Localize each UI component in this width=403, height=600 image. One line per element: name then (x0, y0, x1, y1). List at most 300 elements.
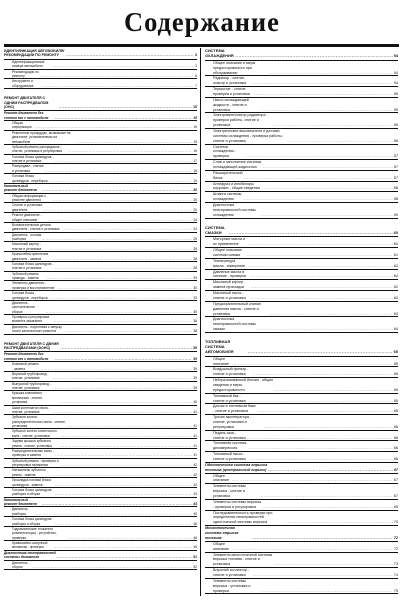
toc-entry[interactable] (4, 131, 197, 145)
leader-dots (40, 74, 194, 78)
toc-entry-title: Масляный картер - снятие и установка (12, 242, 42, 251)
toc-page-number: 38 (193, 319, 197, 324)
leader-dots (65, 329, 192, 333)
toc-entry-title: Общее описание (213, 541, 230, 551)
toc-entry[interactable] (205, 484, 398, 500)
toc-entry[interactable] (205, 98, 398, 114)
toc-page-number: 15 (193, 139, 197, 144)
toc-entry[interactable] (4, 233, 197, 243)
toc-entry[interactable] (4, 252, 197, 262)
toc-entry[interactable] (205, 431, 398, 442)
toc-page-number: 28 (193, 266, 197, 271)
leader-dots (42, 188, 192, 192)
leader-dots (246, 264, 392, 269)
toc-page-number: 62 (393, 295, 398, 300)
leader-dots (274, 562, 393, 567)
toc-page-number: 41 (193, 424, 197, 429)
toc-entry[interactable] (4, 164, 197, 174)
toc-section-heading[interactable] (4, 96, 197, 111)
toc-entry-title: Элементы системы впрыска - проверка и регулировка (213, 499, 262, 509)
leader-dots (261, 186, 393, 191)
toc-entry-title: Элементы двигателя - проверка и восстановление (12, 281, 55, 290)
toc-entry-title: Масляный насос - снятие и установка (213, 291, 246, 300)
toc-entry-title: Головка блока цилиндров - разборка и сборка (12, 517, 54, 526)
toc-entry-title: Тросик акселератора - снятие, установка и регулировка (213, 415, 252, 429)
toc-page-number: 75 (393, 588, 398, 593)
toc-entry-title: Зубчатый ремень - проверка и регулировка натяжения (12, 458, 59, 468)
toc-entry[interactable] (205, 317, 398, 333)
toc-entry-title: Задняя крышка зубчатого ремня - снятие, установка (12, 439, 52, 448)
toc-entry[interactable] (205, 129, 398, 145)
leader-dots (253, 372, 393, 377)
toc-entry-title: Общая информация о ремонте двигателя (12, 193, 46, 203)
leader-dots (232, 547, 393, 552)
toc-entry-title: Диагностика неисправностей системы охлаждения (213, 203, 257, 217)
toc-entry[interactable] (205, 441, 398, 452)
leader-dots (252, 536, 393, 541)
toc-page-number: 39 (193, 376, 197, 381)
leader-dots (247, 436, 393, 441)
toc-entry[interactable] (205, 302, 398, 318)
toc-page-number: 54 (393, 81, 398, 86)
section-gap (205, 333, 398, 338)
toc-page-number: 69 (393, 504, 398, 509)
toc-page-number: 67 (393, 494, 398, 499)
toc-page-number: 29 (193, 276, 197, 281)
leader-dots (40, 367, 193, 371)
leader-dots (55, 116, 192, 120)
toc-entry-title: Топливный бак - снятие и установка (213, 393, 246, 403)
toc-entry[interactable] (205, 511, 398, 527)
toc-page-number: 46 (193, 521, 197, 526)
leader-dots (41, 237, 192, 241)
toc-entry[interactable] (4, 372, 197, 382)
leader-dots (249, 446, 393, 451)
toc-entry[interactable] (4, 272, 197, 282)
toc-entry-title: Рекомендации по ремонту (12, 69, 39, 78)
toc-entry-title: Ремонт двигателя без снятия его с автомобиля (4, 352, 49, 361)
leader-dots (249, 399, 393, 404)
toc-entry-title: Нейтрализованный бензин - общие сведения и меры предосторожности (213, 378, 274, 392)
toc-entry[interactable] (4, 517, 197, 527)
toc-page-number: 15 (193, 115, 197, 120)
toc-page-number: 20 (193, 188, 197, 193)
toc-entry[interactable] (205, 452, 398, 463)
toc-entry-title: Расширительный бачок (213, 170, 243, 180)
toc-page-number: 66 (393, 435, 398, 440)
toc-page-number: 3 (195, 53, 197, 58)
toc-entry[interactable] (205, 113, 398, 129)
leader-dots (251, 285, 393, 290)
toc-page-number: 24 (193, 227, 197, 232)
toc-entry-title: Зубчатый ремень привода - замена (12, 271, 39, 281)
toc-entry-title: Одноточечная система впрыска топлива (центральный впрыск) (205, 462, 268, 472)
toc-entry-title: Педаль газа - снятие и установка (213, 430, 246, 440)
toc-entry-title: Топливная система - декомпрессия (213, 441, 249, 451)
leader-dots (259, 494, 393, 499)
toc-entry[interactable] (4, 79, 197, 89)
toc-entry-title: Впускной трубопровод - снятие, установка (12, 371, 49, 381)
toc-page-number: 40 (193, 400, 197, 405)
toc-entry-title: Элементы системы впрыска - снятие и установка (213, 484, 247, 499)
toc-page-number: 58 (393, 197, 398, 202)
toc-page-number: 39 (193, 356, 197, 361)
leader-dots (251, 274, 393, 279)
toc-section-heading[interactable] (205, 340, 398, 357)
toc-page-number: 17 (193, 159, 197, 164)
toc-entry[interactable] (205, 270, 398, 281)
toc-entry[interactable] (205, 500, 398, 511)
toc-subsection-heading[interactable] (205, 463, 398, 474)
toc-entry[interactable] (205, 182, 398, 193)
toc-entry-title: Общее описание (213, 356, 230, 366)
toc-section-heading[interactable] (205, 49, 398, 61)
leader-dots (52, 64, 194, 68)
toc-entry[interactable] (205, 404, 398, 415)
toc-page-number: 43 (193, 492, 197, 497)
toc-entry-title: Шкив коленчатого вала - снятие, установка (12, 405, 50, 414)
toc-entry[interactable] (205, 160, 398, 171)
toc-page-number: 54 (393, 52, 398, 58)
toc-entry-title: Идентификационные номера автомобиля (12, 59, 45, 69)
toc-page-number: 15 (193, 149, 197, 154)
toc-page-number: 28 (193, 246, 197, 251)
toc-entry-title: Общая информация (12, 121, 32, 130)
toc-page-number: 3 (195, 64, 197, 69)
leader-dots (268, 468, 392, 473)
toc-entry-title: Предохранительный клапан давления масла - снятие и установка (213, 301, 261, 316)
toc-page-number: 44 (193, 502, 197, 507)
toc-entry[interactable] (205, 192, 398, 203)
toc-entry-title: Ремонт двигателя - общее описание (12, 213, 42, 222)
toc-entry[interactable] (205, 280, 398, 291)
toc-entry[interactable] (205, 415, 398, 431)
toc-entry[interactable] (4, 541, 197, 551)
toc-page-number: 59 (393, 212, 398, 217)
toc-entry[interactable] (205, 145, 398, 161)
leader-dots (264, 425, 393, 430)
leader-dots (246, 154, 392, 159)
toc-page-number: 66 (393, 424, 398, 429)
leader-dots (268, 71, 393, 76)
leader-dots (76, 140, 193, 144)
leader-dots (260, 213, 392, 218)
toc-entry-title: Система охлаждения - проверка (213, 144, 236, 159)
toc-page-number: 65 (393, 387, 398, 392)
toc-page-number: 38 (193, 329, 197, 334)
toc-entry[interactable] (4, 213, 197, 223)
toc-entry-title: Диагностика неисправностей системы смазки (213, 317, 257, 332)
toc-entry[interactable] (4, 291, 197, 301)
toc-entry-title: СИСТЕМА ОХЛАЖДЕНИЯ (205, 48, 234, 58)
toc-page-number: 20 (193, 198, 197, 203)
toc-entry[interactable] (205, 76, 398, 87)
toc-entry[interactable] (4, 382, 197, 392)
toc-entry-title: Головка блока цилиндров - снятие и установка (12, 261, 54, 271)
toc-entry[interactable] (205, 367, 398, 378)
leader-dots (252, 81, 393, 86)
page-title: Содержание (124, 7, 280, 37)
leader-dots (58, 400, 192, 404)
section-gap (205, 219, 398, 224)
toc-entry-title: Воздушный фильтр - снятие и установка (213, 367, 249, 377)
toc-entry[interactable] (4, 415, 197, 429)
leader-dots (55, 159, 192, 163)
toc-section-heading[interactable] (205, 226, 398, 238)
toc-entry[interactable] (4, 362, 197, 372)
toc-entry[interactable] (4, 174, 197, 184)
toc-section-heading[interactable] (4, 49, 197, 60)
leader-dots (54, 319, 193, 323)
toc-entry[interactable] (205, 542, 398, 553)
toc-entry[interactable] (4, 145, 197, 155)
leader-dots (248, 350, 393, 355)
toc-entry[interactable] (4, 429, 197, 439)
toc-entry-title: РЕМОНТ ДВИГАТЕЛЯ С ДВУМЯ РАСПРЕДВАЛАМИ (DOHC) (4, 341, 59, 351)
toc-page-number: 6 (195, 73, 197, 78)
leader-dots (229, 231, 393, 236)
toc-entry[interactable] (205, 568, 398, 579)
toc-page-number: 41 (193, 443, 197, 448)
toc-page-number: 25 (193, 237, 197, 242)
toc-subsection-heading[interactable] (4, 352, 197, 362)
toc-entry[interactable] (4, 194, 197, 204)
toc-entry[interactable] (4, 301, 197, 315)
toc-page-number: 24 (193, 217, 197, 222)
leader-dots (263, 165, 393, 170)
toc-entry[interactable] (4, 527, 197, 541)
toc-entry[interactable] (205, 87, 398, 98)
toc-entry-title: Двигатель - подготовка к запуску после капитального ремонта (12, 324, 62, 334)
toc-entry[interactable] (205, 171, 398, 182)
toc-entry-title: Элементы многоточечной системы впрыска топлива - снятие и установка (213, 552, 273, 567)
leader-dots (272, 123, 393, 128)
toc-page-number: 51 (193, 555, 197, 560)
leader-dots (235, 54, 392, 59)
leader-dots (261, 108, 393, 113)
page-title-band (0, 0, 403, 44)
leader-dots (55, 266, 192, 270)
toc-page-number: 33 (193, 295, 197, 300)
toc-page-number: 65 (393, 372, 398, 377)
toc-entry-title: Кронштейны крепления двигателя - замена (12, 252, 49, 261)
toc-page-number: 72 (393, 546, 398, 551)
leader-dots (66, 53, 194, 57)
leader-dots (66, 424, 192, 428)
toc-entry[interactable] (4, 325, 197, 335)
toc-entry[interactable] (4, 468, 197, 478)
toc-entry-title: Антифриз и ингибиторы коррозии - общие сведения (213, 181, 260, 191)
toc-entry[interactable] (205, 378, 398, 394)
toc-page-number: 74 (393, 572, 398, 577)
toc-entry-title: Головка блока цилиндров - снятие и установка (12, 154, 54, 164)
toc-entry[interactable] (4, 561, 197, 571)
toc-page-number: 7 (195, 83, 197, 88)
toc-entry-title: Головка блока цилиндров - разборка и сборка (12, 487, 54, 497)
toc-page-number: 73 (393, 562, 398, 567)
toc-entry[interactable] (4, 406, 197, 416)
toc-entry[interactable] (4, 60, 197, 70)
toc-entry[interactable] (205, 248, 398, 259)
leader-dots (253, 573, 393, 578)
toc-page-number: 62 (393, 285, 398, 290)
leader-dots (54, 545, 193, 549)
toc-entry[interactable] (205, 394, 398, 405)
leader-dots (56, 555, 192, 559)
toc-entry-title: Двигатель - полная разборка (12, 232, 42, 242)
toc-entry[interactable] (4, 459, 197, 469)
toc-entry-title: Двигатель - разборка (12, 507, 30, 516)
toc-page-number: 55 (393, 123, 398, 128)
leader-dots (49, 179, 192, 183)
toc-subsection-heading[interactable] (4, 551, 197, 561)
toc-entry[interactable] (205, 474, 398, 485)
column-divider (200, 48, 201, 596)
toc-entry[interactable] (205, 61, 398, 77)
toc-page-number: 39 (193, 366, 197, 371)
toc-entry-title: Многоточечная система впрыска топлива (205, 526, 239, 540)
leader-dots (257, 409, 393, 414)
toc-entry[interactable] (4, 449, 197, 459)
toc-entry[interactable] (4, 121, 197, 131)
toc-entry[interactable] (4, 315, 197, 325)
toc-page-number: 39 (193, 346, 197, 351)
toc-page-number: 41 (193, 409, 197, 414)
toc-entry[interactable] (4, 507, 197, 517)
leader-dots (53, 410, 193, 414)
toc-page-number: 55 (393, 107, 398, 112)
toc-entry[interactable] (4, 281, 197, 291)
toc-entry-title: Распределительные валы - проверка и замена (12, 448, 54, 458)
toc-subsection-heading[interactable] (4, 184, 197, 194)
toc-entry[interactable] (4, 488, 197, 498)
toc-entry-title: Давление масла в системе - проверка (213, 269, 246, 279)
leader-dots (46, 310, 192, 314)
toc-subsection-heading[interactable] (4, 498, 197, 508)
toc-entry[interactable] (4, 391, 197, 405)
toc-entry[interactable] (205, 357, 398, 368)
toc-entry[interactable] (205, 259, 398, 270)
toc-page-number: 58 (393, 186, 398, 191)
toc-entry-title: Топливный насос - снятие и установка (213, 452, 246, 462)
toc-subsection-heading[interactable] (4, 111, 197, 121)
leader-dots (34, 125, 192, 129)
toc-right-column (205, 49, 398, 594)
leader-dots (261, 589, 393, 594)
toc-entry-title: Общее описание (213, 473, 230, 483)
leader-dots (59, 444, 192, 448)
toc-entry-title: Кривошипно-шатунный механизм - проверка (12, 541, 48, 550)
leader-dots (68, 536, 192, 540)
toc-page-number: 72 (393, 535, 398, 540)
toc-page-number: 15 (193, 125, 197, 130)
leader-dots (270, 312, 393, 317)
leader-dots (244, 197, 393, 202)
toc-page-number: 35 (193, 309, 197, 314)
leader-dots (52, 198, 193, 202)
toc-entry-title: Двигатель - сборка (12, 560, 30, 569)
toc-page-number: 65 (393, 409, 398, 414)
toc-entry[interactable] (205, 203, 398, 219)
toc-entry[interactable] (4, 70, 197, 80)
section-gap (4, 335, 197, 340)
leader-dots (53, 386, 192, 390)
toc-entry-title: Зубчатое колесо распределительного вала - снятие, установка (12, 415, 66, 429)
toc-entry[interactable] (4, 155, 197, 165)
toc-entry-title: Гидравлические толкатели (компенсаторы) - устройство, проверка (12, 526, 57, 540)
toc-entry-title: Масляный картер - замена прокладки (213, 280, 246, 290)
toc-page-number: 20 (193, 207, 197, 212)
toc-page-number: 61 (393, 253, 398, 258)
toc-page-number: 65 (393, 361, 398, 366)
toc-entry[interactable] (4, 223, 197, 233)
leader-dots (58, 286, 192, 290)
leader-dots (45, 169, 192, 173)
toc-entry-title: Последовательность проверки при определении неисправностей одноточечной системы впрыска (213, 510, 273, 525)
toc-entry-title: Температура масла - измерение (213, 258, 246, 268)
leader-dots (251, 296, 393, 301)
toc-page-number: 57 (393, 175, 398, 180)
toc-page-number: 55 (393, 92, 398, 96)
toc-page-number: 28 (193, 256, 197, 261)
title-rule (4, 44, 399, 47)
toc-entry[interactable] (4, 203, 197, 213)
toc-page-number: 57 (393, 154, 398, 159)
toc-page-number: 42 (193, 463, 197, 468)
toc-page-number: 19 (193, 178, 197, 183)
toc-entry-title: Радиатор - снятие, осмотр и установка (213, 76, 247, 86)
toc-entry-title: Капитальный ремонт двигателя (4, 183, 37, 193)
toc-entry[interactable] (4, 478, 197, 488)
leader-dots (49, 296, 192, 300)
toc-page-number: 54 (393, 70, 398, 75)
toc-entry-title: Впускной коллектор - снятие и установка (213, 568, 250, 577)
leader-dots (55, 453, 192, 457)
toc-page-number: 15 (193, 104, 197, 109)
toc-subsection-heading[interactable] (205, 526, 398, 542)
toc-section-heading[interactable] (4, 342, 197, 353)
leader-dots (53, 257, 192, 261)
toc-entry[interactable] (205, 291, 398, 302)
toc-entry[interactable] (4, 242, 197, 252)
toc-entry-title: Головка блока цилиндров - переборка (12, 291, 48, 300)
toc-entry-title: Головка блока цилиндров - переборка (12, 174, 48, 183)
leader-dots (247, 253, 393, 258)
leader-dots (35, 512, 193, 516)
toc-page-number: 67 (393, 478, 398, 483)
leader-dots (43, 208, 193, 212)
leader-dots (61, 434, 193, 438)
leader-dots (263, 505, 393, 510)
toc-entry[interactable] (205, 553, 398, 569)
toc-entry[interactable] (205, 237, 398, 248)
toc-page-number: 60 (393, 242, 398, 247)
leader-dots (286, 520, 393, 525)
toc-page-number: 64 (393, 327, 398, 332)
toc-entry-title: Проверка и регулировка момента зажигания (12, 315, 50, 324)
leader-dots (243, 176, 393, 181)
leader-dots (55, 483, 193, 487)
toc-page-number: 62 (393, 274, 398, 279)
leader-dots (251, 457, 393, 462)
toc-entry[interactable] (4, 439, 197, 449)
leader-dots (55, 492, 192, 496)
toc-entry[interactable] (4, 262, 197, 272)
toc-entry-title: Слив и заполнение системы охлаждающей жидкостью (213, 160, 262, 170)
toc-entry[interactable] (205, 579, 398, 595)
leader-dots (59, 105, 192, 109)
toc-page-number: 62 (393, 263, 398, 268)
